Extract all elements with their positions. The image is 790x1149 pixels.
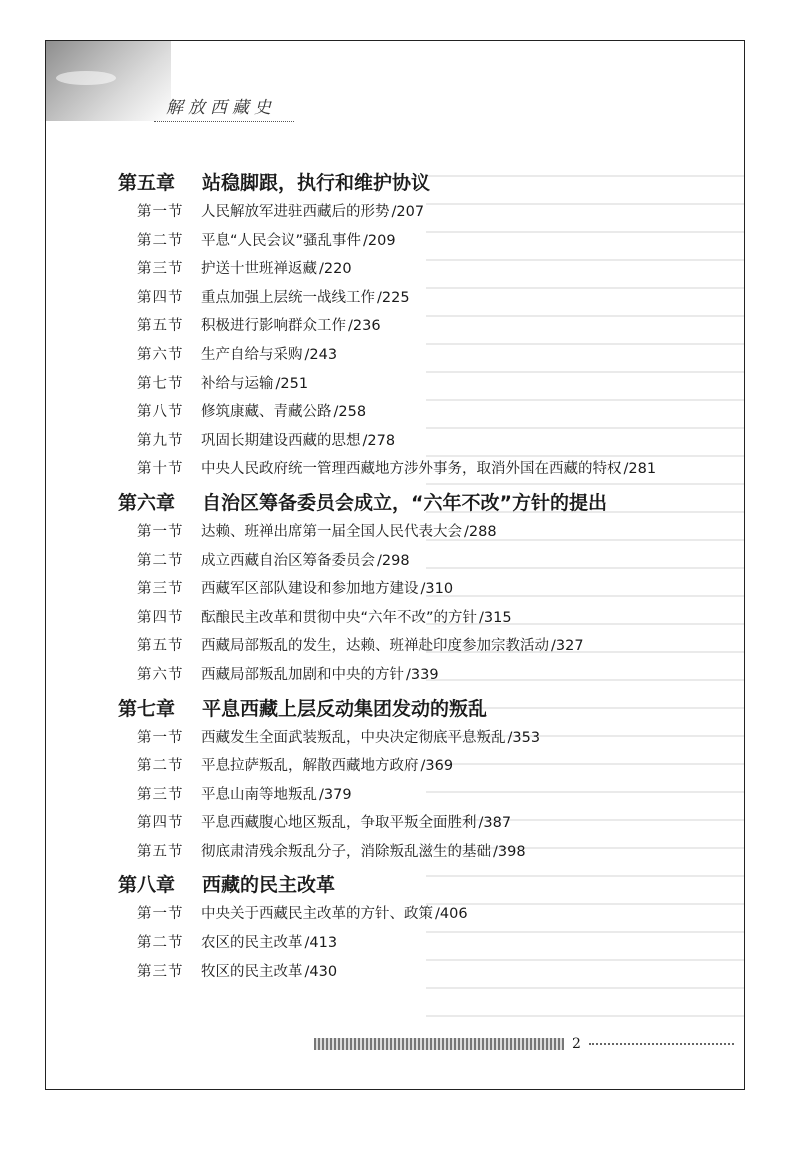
toc-entry	[118, 960, 736, 989]
section-title: 成立西藏自治区筹备委员会	[201, 552, 375, 569]
section-page-ref: /353	[507, 729, 541, 746]
toc-entry	[118, 577, 736, 606]
page-number: 2	[572, 1036, 581, 1052]
chapter-number: 第五章	[118, 172, 176, 194]
section-page-ref: /207	[391, 204, 425, 220]
toc-entry	[118, 457, 736, 486]
page-footer	[314, 1036, 734, 1052]
section-page-ref: /387	[478, 815, 512, 832]
toc-entry	[118, 663, 736, 692]
section-title: 平息拉萨叛乱，解散西藏地方政府	[201, 758, 419, 775]
section-title: 平息山南等地叛乱	[201, 786, 317, 803]
toc-entry	[118, 429, 736, 458]
toc-entry	[118, 754, 736, 783]
chapter-heading	[118, 870, 736, 902]
toc-entry	[118, 372, 736, 401]
section-title: 牧区的民主改革	[201, 963, 303, 980]
table-of-contents	[118, 166, 736, 988]
section-title: 达赖、班禅出席第一届全国人民代表大会	[201, 523, 462, 540]
toc-entry	[118, 257, 736, 286]
section-title: 西藏局部叛乱的发生，达赖、班禅赴印度参加宗教活动	[201, 638, 549, 655]
section-number: 第二节	[137, 935, 184, 952]
section-page-ref: /278	[362, 432, 396, 449]
section-page-ref: /398	[493, 843, 526, 860]
section-page-ref: /406	[435, 906, 468, 923]
chapter-number: 第六章	[118, 491, 176, 514]
section-title: 西藏军区部队建设和参加地方建设	[201, 581, 419, 598]
chapter-title: 平息西藏上层反动集团发动的叛乱	[202, 697, 488, 720]
section-page-ref: /379	[319, 786, 352, 803]
chapter-title: 站稳脚跟，执行和维护协议	[202, 172, 431, 194]
running-head-rule	[154, 121, 294, 122]
section-number: 第七节	[137, 375, 184, 392]
toc-entry	[118, 634, 736, 663]
section-title: 平息“人民会议”骚乱事件	[201, 232, 362, 249]
section-number: 第三节	[137, 963, 184, 980]
section-title: 护送十世班禅返藏	[201, 261, 317, 278]
toc-entry	[118, 902, 736, 931]
toc-entry	[118, 811, 736, 840]
section-page-ref: /251	[275, 375, 309, 392]
toc-entry	[118, 286, 736, 315]
section-number: 第四节	[137, 609, 184, 626]
chapter-heading	[118, 488, 736, 520]
section-number: 第三节	[137, 261, 184, 278]
section-page-ref: /315	[479, 609, 512, 626]
section-number: 第九节	[137, 432, 184, 449]
toc-entry	[118, 229, 736, 258]
chapter-heading	[118, 694, 736, 726]
section-number: 第二节	[137, 758, 184, 775]
toc-entry	[118, 400, 736, 429]
footer-dotted-rule	[589, 1043, 734, 1045]
section-page-ref: /258	[333, 404, 367, 421]
section-page-ref: /430	[304, 963, 338, 980]
section-title: 中央关于西藏民主改革的方针、政策	[201, 906, 433, 923]
section-page-ref: /413	[304, 935, 338, 952]
section-number: 第二节	[137, 552, 184, 569]
section-title: 中央人民政府统一管理西藏地方涉外事务，取消外国在西藏的特权	[201, 461, 622, 478]
section-number: 第一节	[137, 523, 184, 540]
book-page	[45, 40, 745, 1090]
toc-entry	[118, 931, 736, 960]
section-number: 第十节	[137, 461, 184, 478]
section-number: 第六节	[137, 666, 184, 683]
section-title: 补给与运输	[201, 375, 274, 392]
section-page-ref: /288	[464, 523, 497, 540]
section-number: 第一节	[137, 729, 184, 746]
section-page-ref: /243	[304, 346, 338, 363]
chapter-title: 自治区筹备委员会成立，“六年不改”方针的提出	[202, 491, 607, 514]
section-title: 巩固长期建设西藏的思想	[201, 432, 361, 449]
toc-entry	[118, 314, 736, 343]
footer-stripe	[314, 1038, 564, 1050]
toc-entry	[118, 726, 736, 755]
section-number: 第一节	[137, 906, 184, 923]
section-title: 西藏发生全面武装叛乱，中央决定彻底平息叛乱	[201, 729, 506, 746]
section-title: 西藏局部叛乱加剧和中央的方针	[201, 666, 404, 683]
section-title: 平息西藏腹心地区叛乱，争取平叛全面胜利	[201, 815, 477, 832]
section-number: 第六节	[137, 346, 184, 363]
section-number: 第三节	[137, 786, 184, 803]
section-title: 酝酿民主改革和贯彻中央“六年不改”的方针	[201, 609, 478, 626]
section-page-ref: /298	[377, 552, 410, 569]
toc-entry	[118, 343, 736, 372]
toc-entry	[118, 783, 736, 812]
section-number: 第三节	[137, 581, 184, 598]
section-title: 修筑康藏、青藏公路	[201, 404, 332, 421]
toc-entry	[118, 840, 736, 869]
running-head: 解放西藏史	[166, 98, 276, 118]
section-page-ref: /236	[348, 318, 381, 335]
toc-entry	[118, 520, 736, 549]
section-page-ref: /220	[319, 261, 352, 278]
section-number: 第五节	[137, 318, 184, 335]
chapter-heading	[118, 168, 736, 200]
toc-entry	[118, 549, 736, 578]
section-page-ref: /339	[406, 666, 439, 683]
section-title: 人民解放军进驻西藏后的形势	[201, 204, 390, 220]
section-page-ref: /369	[420, 758, 454, 775]
section-title: 重点加强上层统一战线工作	[201, 289, 375, 306]
section-page-ref: /310	[420, 581, 454, 598]
section-number: 第二节	[137, 232, 184, 249]
chapter-title: 西藏的民主改革	[202, 874, 336, 897]
section-number: 第五节	[137, 638, 184, 655]
section-number: 第一节	[137, 204, 184, 220]
section-number: 第五节	[137, 843, 184, 860]
corner-decoration-image	[46, 41, 171, 121]
section-page-ref: /281	[623, 461, 657, 478]
section-number: 第四节	[137, 815, 184, 832]
section-page-ref: /225	[377, 289, 410, 306]
chapter-number: 第八章	[118, 874, 176, 897]
section-title: 彻底肃清残余叛乱分子，消除叛乱滋生的基础	[201, 843, 491, 860]
section-title: 生产自给与采购	[201, 346, 303, 363]
section-page-ref: /209	[363, 232, 396, 249]
section-title: 积极进行影响群众工作	[201, 318, 346, 335]
toc-entry	[118, 200, 736, 229]
section-page-ref: /327	[551, 638, 584, 655]
section-number: 第八节	[137, 404, 184, 421]
section-title: 农区的民主改革	[201, 935, 303, 952]
chapter-number: 第七章	[118, 697, 176, 720]
section-number: 第四节	[137, 289, 184, 306]
toc-entry	[118, 606, 736, 635]
